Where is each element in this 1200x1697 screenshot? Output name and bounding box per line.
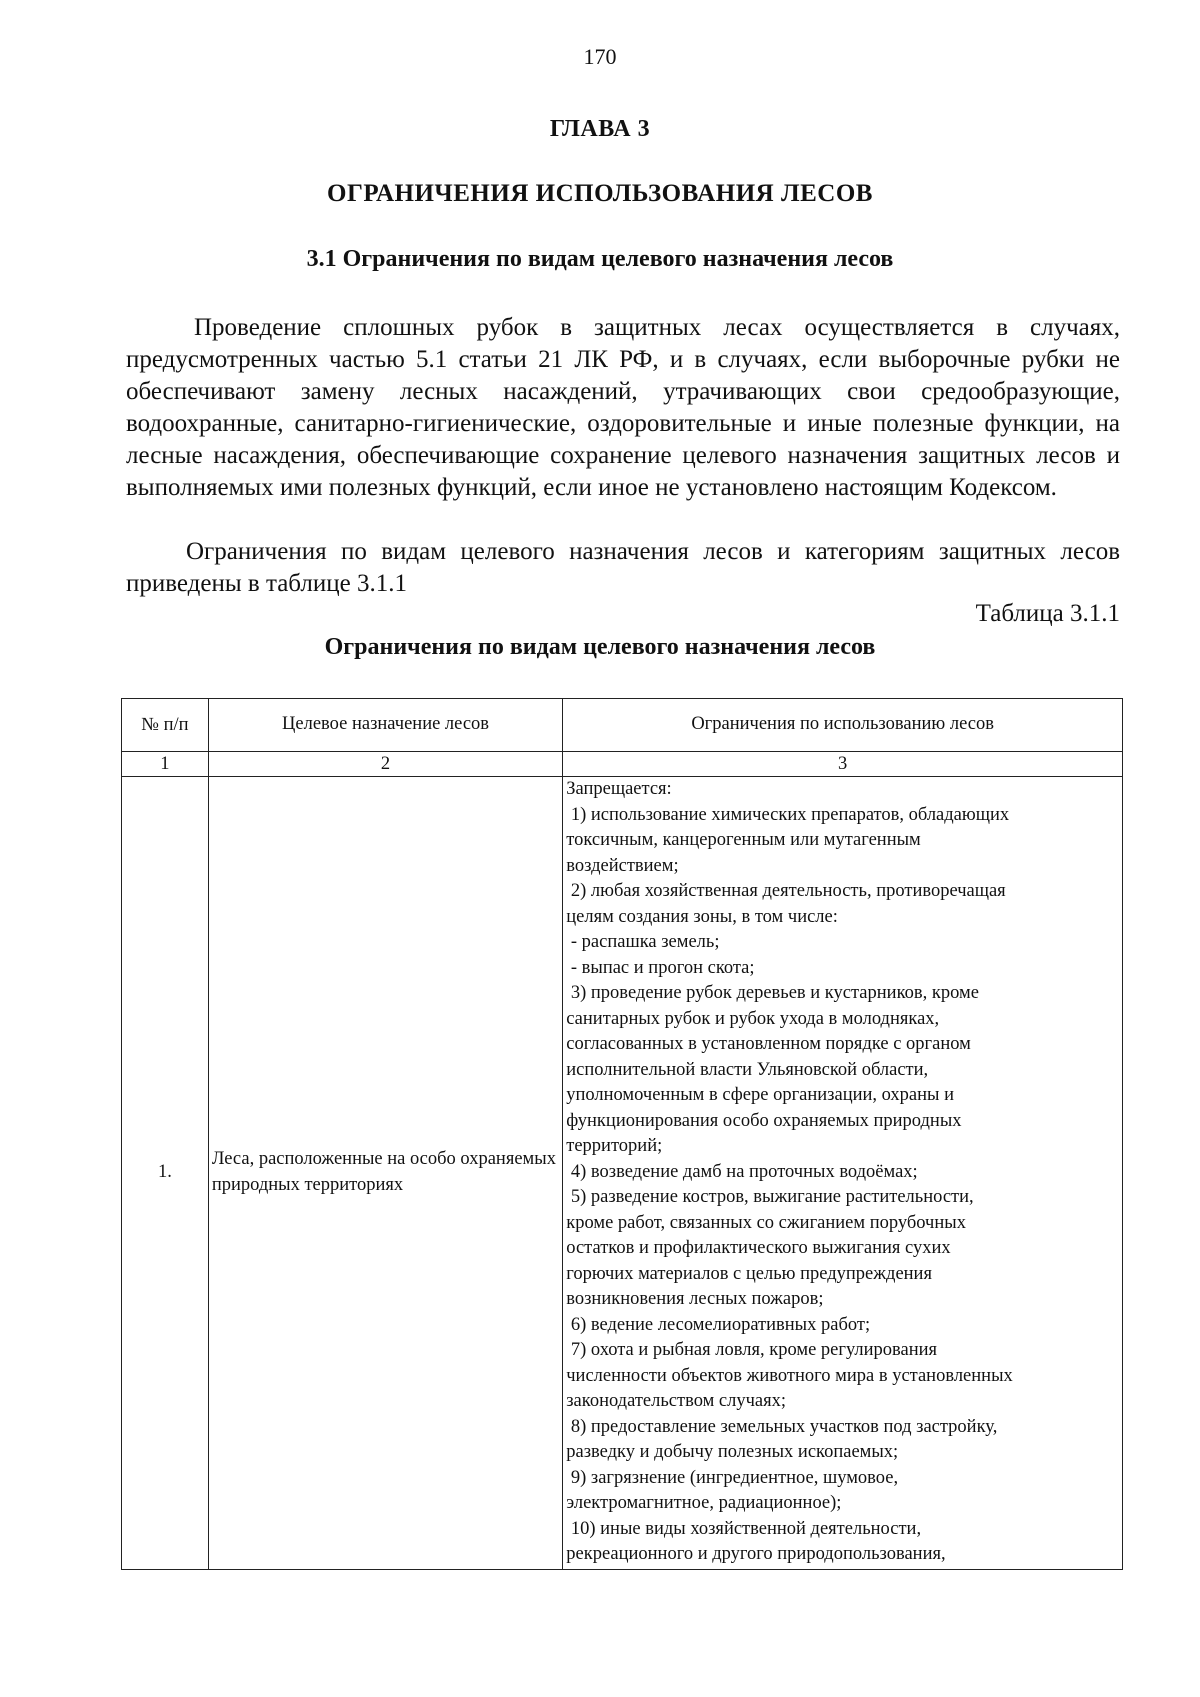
chapter-label: ГЛАВА 3 xyxy=(549,116,651,142)
header-restrictions: Ограничения по использованию лесов xyxy=(563,699,1123,752)
restriction-line: санитарных рубок и рубок ухода в молодняках, xyxy=(566,1008,940,1029)
row-number: 1. xyxy=(122,777,209,1570)
restriction-line: функционирования особо охраняемых природных xyxy=(566,1110,962,1131)
restriction-line: исполнительной власти Ульяновской области, xyxy=(566,1059,929,1080)
restriction-line: электромагнитное, радиационное); xyxy=(566,1493,842,1513)
restriction-line: 5) разведение костров, выжигание растительности, xyxy=(566,1187,974,1207)
column-index-2: 2 xyxy=(208,752,562,777)
restriction-line: 7) охота и рыбная ловля, кроме регулирования xyxy=(566,1340,938,1360)
restrictions-table xyxy=(121,698,1123,1570)
restriction-line: разведку и добычу полезных ископаемых; xyxy=(566,1442,899,1462)
restriction-line: рекреационного и другого природопользования, xyxy=(566,1544,946,1564)
restriction-line: согласованных в установленном порядке с органом xyxy=(566,1034,971,1054)
table-caption-title: Ограничения по видам целевого назначения лесов xyxy=(324,634,876,660)
restriction-line: уполномоченным в сфере организации, охраны и xyxy=(566,1085,955,1105)
restriction-line: целям создания зоны, в том числе: xyxy=(566,906,838,927)
row-purpose: Леса, расположенные на особо охраняемых природных территориях xyxy=(208,777,562,1570)
body-paragraph-2: Ограничения по видам целевого назначения лесов и категориям защитных лесов приведены в таблице 3.1.1 xyxy=(126,538,1120,597)
chapter-title: ОГРАНИЧЕНИЯ ИСПОЛЬЗОВАНИЯ ЛЕСОВ xyxy=(327,180,873,207)
column-index-3: 3 xyxy=(563,752,1123,777)
restriction-line: воздействием; xyxy=(566,855,679,876)
restriction-line: кроме работ, связанных со сжиганием порубочных xyxy=(566,1212,966,1233)
restriction-line: 8) предоставление земельных участков под застройку, xyxy=(566,1416,998,1437)
restriction-line: 10) иные виды хозяйственной деятельности, xyxy=(566,1518,922,1539)
page-number: 170 xyxy=(583,44,617,69)
body-paragraph-1: Проведение сплошных рубок в защитных лесах осуществляется в случаях, предусмотренных частью 5.1 статьи 21 ЛК РФ, и в случаях, если выборочные рубки не обеспечивают замену лесных насаждений, утрачивающих свои средообразующие, водоохранные, санитарно-гигиенические, оздоровительные и иные полезные функции, на лесные насаждения, обеспечивающие сохранение целевого назначения защитных лесов и выполняемых ими полезных функций, если иное не установлено настоящим Кодексом. xyxy=(126,314,1120,501)
table-caption-label: Таблица 3.1.1 xyxy=(975,600,1120,627)
restriction-line: остатков и профилактического выжигания сухих xyxy=(566,1238,951,1258)
restriction-line: 4) возведение дамб на проточных водоёмах; xyxy=(566,1161,918,1182)
table-header-row xyxy=(122,699,1123,752)
section-heading: 3.1 Ограничения по видам целевого назначения лесов xyxy=(306,246,894,272)
table-row xyxy=(122,777,1123,1570)
restriction-line: Запрещается: xyxy=(566,779,672,799)
restriction-line: - распашка земель; xyxy=(566,932,720,952)
restriction-line: горючих материалов с целью предупреждения xyxy=(566,1263,932,1284)
restriction-line: 9) загрязнение (ингредиентное, шумовое, xyxy=(566,1467,899,1488)
row-restrictions xyxy=(563,777,1123,1570)
restriction-line: численности объектов животного мира в установленных xyxy=(566,1365,1013,1386)
restriction-line: 6) ведение лесомелиоративных работ; xyxy=(566,1314,871,1335)
restriction-line: токсичным, канцерогенным или мутагенным xyxy=(566,830,921,850)
column-index-1: 1 xyxy=(122,752,209,777)
restriction-line: законодательством случаях; xyxy=(566,1391,787,1411)
table-index-row xyxy=(122,752,1123,777)
restriction-line: 3) проведение рубок деревьев и кустарников, кроме xyxy=(566,983,979,1003)
restriction-line: - выпас и прогон скота; xyxy=(566,957,755,978)
restriction-line: возникновения лесных пожаров; xyxy=(566,1289,824,1309)
header-purpose: Целевое назначение лесов xyxy=(208,699,562,752)
restriction-line: 2) любая хозяйственная деятельность, противоречащая xyxy=(566,881,1006,901)
restriction-line: территорий; xyxy=(566,1136,663,1156)
restriction-line: 1) использование химических препаратов, обладающих xyxy=(566,804,1010,825)
header-number: № п/п xyxy=(122,699,209,752)
